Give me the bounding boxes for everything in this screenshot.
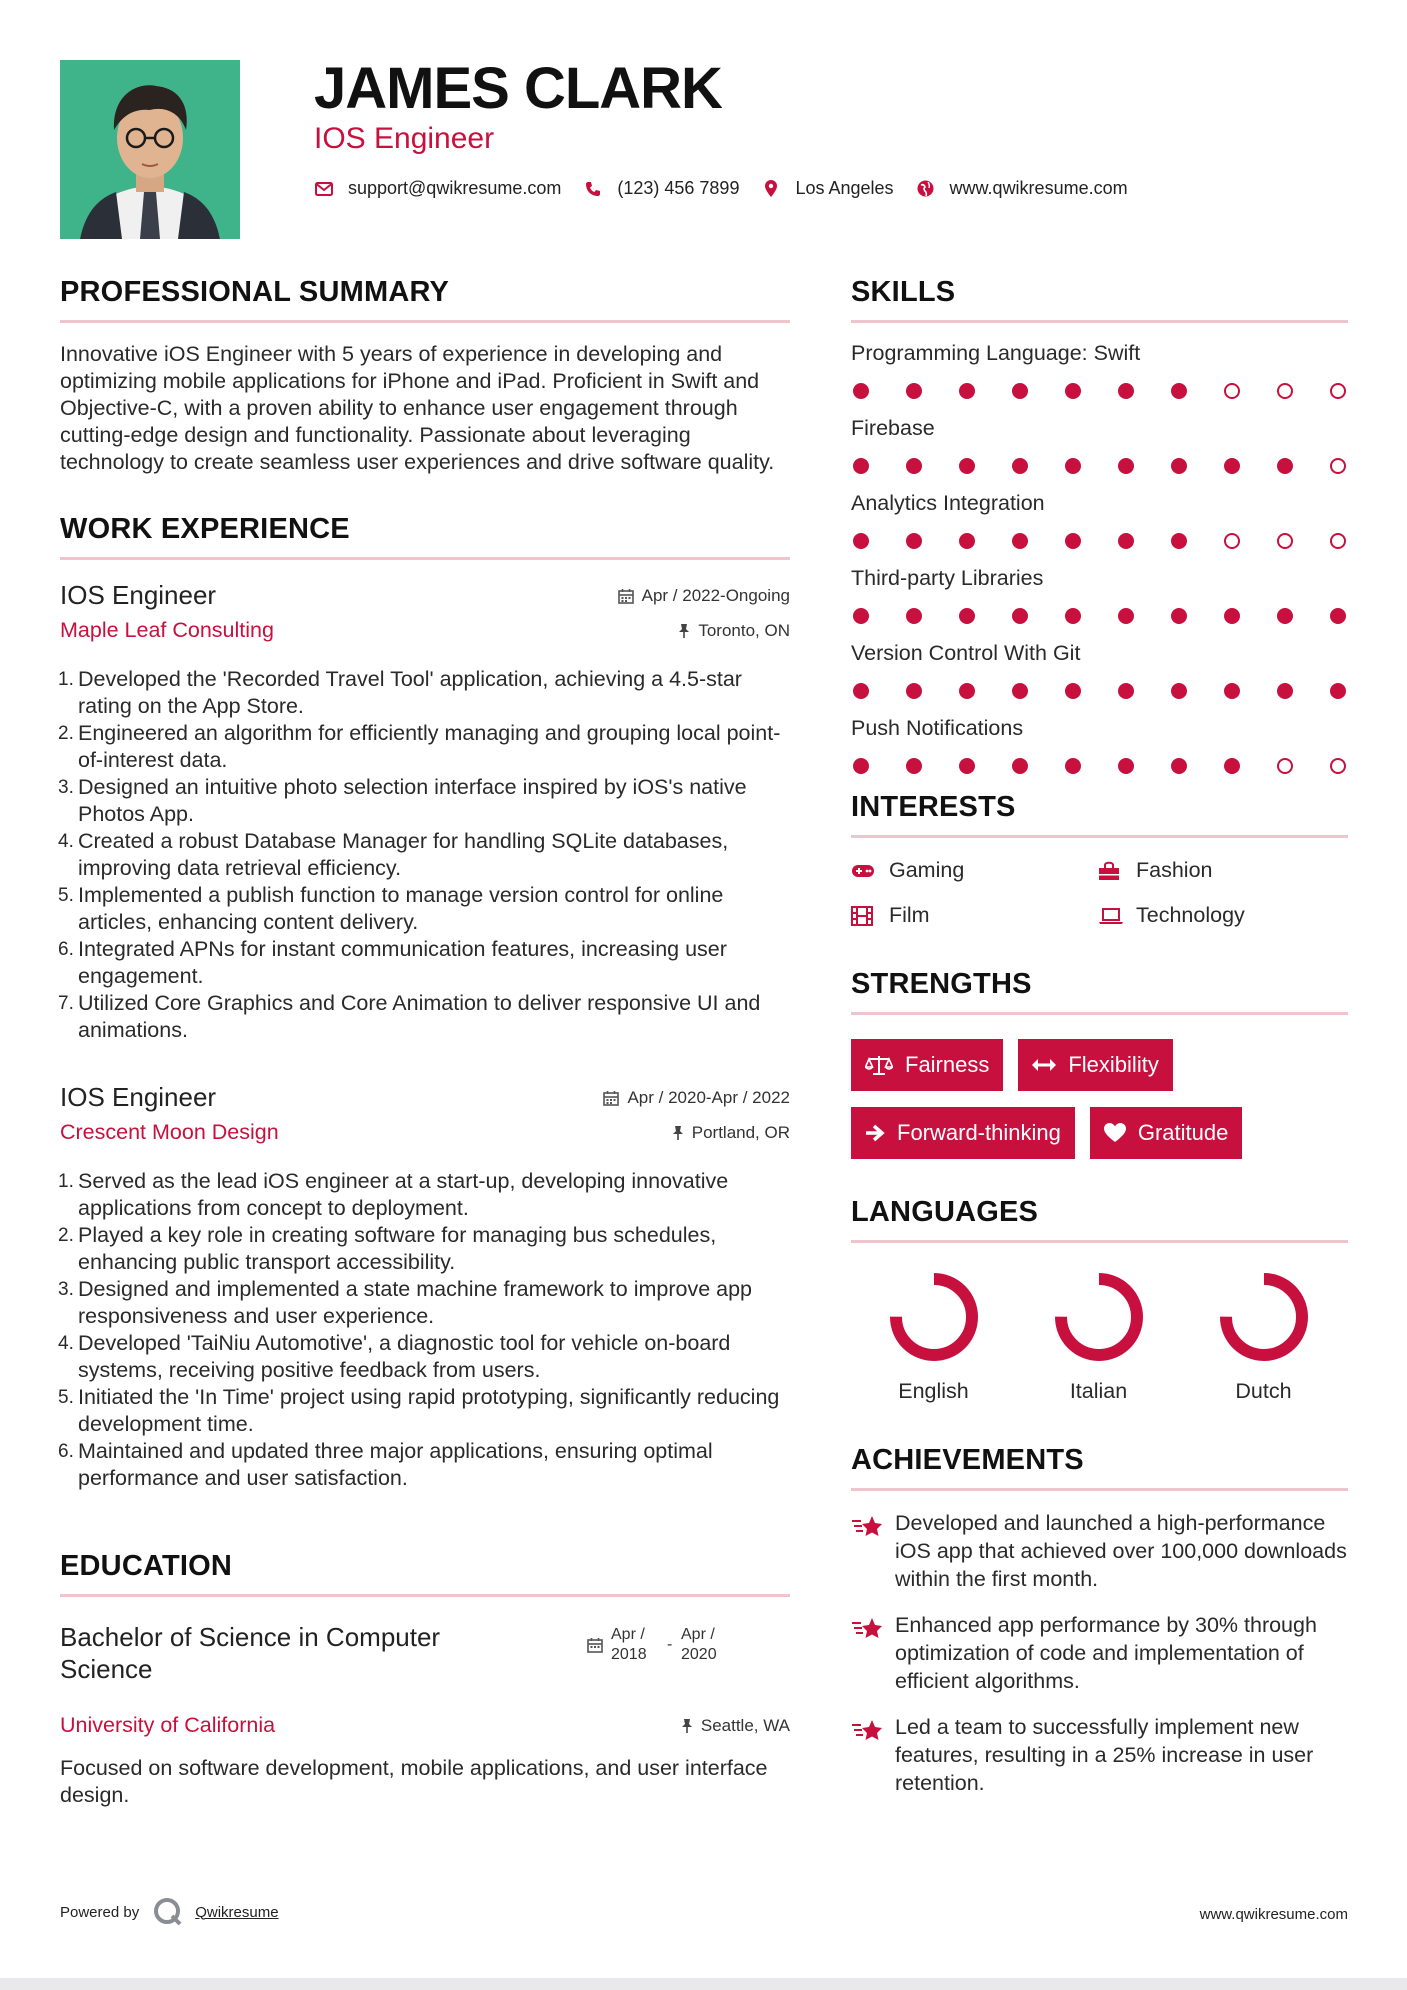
language-level-arc bbox=[1226, 1279, 1302, 1355]
skill-name: Version Control With Git bbox=[851, 641, 1081, 665]
rating-dot-filled bbox=[1012, 608, 1028, 624]
rating-dot-filled bbox=[959, 533, 975, 549]
rating-dot-filled bbox=[1171, 533, 1187, 549]
achievements-heading: ACHIEVEMENTS bbox=[851, 1444, 1084, 1476]
rating-dot-filled bbox=[853, 383, 869, 399]
language-level-ring bbox=[1051, 1269, 1147, 1365]
rating-dot-filled bbox=[1224, 758, 1240, 774]
job-title: IOS Engineer bbox=[60, 1082, 217, 1112]
achievement-item: Led a team to successfully implement new features, resulting in a 25% increase in user retention. bbox=[851, 1713, 1348, 1797]
rating-dot-filled bbox=[1012, 683, 1028, 699]
job-entry bbox=[60, 580, 790, 1044]
location-text: Los Angeles bbox=[795, 178, 894, 198]
rating-dot-filled bbox=[1277, 608, 1293, 624]
rating-dot-filled bbox=[959, 383, 975, 399]
skills-list bbox=[851, 341, 1348, 774]
education-start: Apr / 2018 bbox=[611, 1626, 647, 1663]
list-item: 2. Engineered an algorithm for efficiently managing and grouping local point-of-interest data. bbox=[58, 721, 781, 772]
rating-dot-filled bbox=[853, 758, 869, 774]
rating-dot-filled bbox=[1065, 533, 1081, 549]
heart-icon bbox=[1104, 1123, 1126, 1143]
summary-text: Innovative iOS Engineer with 5 years of experience in developing and optimizing mobile applications for iPhone and iPad. Proficient in Swift and Objective-C, with a proven ability to enhance user engagement through cutting-edge design and functionality. Passionate about leveraging technology to create seamless user experiences and drive software quality. bbox=[60, 342, 775, 474]
rating-dot-filled bbox=[1065, 758, 1081, 774]
envelope-icon bbox=[314, 179, 334, 199]
rating-dot-filled bbox=[1224, 608, 1240, 624]
education-section bbox=[60, 1550, 790, 1809]
section-divider bbox=[60, 557, 790, 560]
job-location bbox=[678, 621, 790, 641]
rating-dot-filled bbox=[853, 533, 869, 549]
rating-dot-filled bbox=[853, 608, 869, 624]
interests-heading: INTERESTS bbox=[851, 791, 1016, 823]
education-heading: EDUCATION bbox=[60, 1550, 233, 1582]
rating-dot-empty bbox=[1330, 383, 1346, 399]
rating-dot-filled bbox=[1330, 608, 1346, 624]
rating-dot-filled bbox=[1065, 458, 1081, 474]
language-item bbox=[1181, 1269, 1346, 1404]
bottom-bar bbox=[0, 1978, 1407, 1990]
globe-icon bbox=[916, 179, 936, 199]
calendar-icon bbox=[618, 588, 634, 604]
job-bullets bbox=[60, 666, 790, 1044]
strength-tag: Forward-thinking bbox=[851, 1107, 1075, 1159]
rating-dot-empty bbox=[1277, 533, 1293, 549]
shooting-star-icon bbox=[851, 1713, 895, 1797]
experience-section bbox=[60, 513, 790, 1492]
rating-dot-empty bbox=[1330, 533, 1346, 549]
candidate-name: JAMES CLARK bbox=[314, 56, 722, 121]
rating-dot-filled bbox=[1065, 383, 1081, 399]
rating-dot-filled bbox=[853, 683, 869, 699]
job-title: IOS Engineer bbox=[60, 580, 217, 610]
shooting-star-icon bbox=[851, 1611, 895, 1695]
rating-dot-filled bbox=[1171, 458, 1187, 474]
skill-rating bbox=[851, 533, 1348, 549]
rating-dot-filled bbox=[1171, 758, 1187, 774]
job-date bbox=[603, 1088, 790, 1108]
rating-dot-empty bbox=[1277, 383, 1293, 399]
education-dates: Apr / 2018 - Apr / 2020 bbox=[587, 1625, 741, 1665]
pushpin-icon bbox=[672, 1125, 684, 1141]
interests-section bbox=[851, 791, 1348, 928]
skills-heading: SKILLS bbox=[851, 276, 956, 308]
pushpin-icon bbox=[681, 1718, 693, 1734]
film-icon bbox=[851, 906, 877, 926]
strength-tag: Fairness bbox=[851, 1039, 1003, 1091]
rating-dot-filled bbox=[1012, 758, 1028, 774]
interest-item: Gaming bbox=[851, 858, 1098, 883]
gamepad-icon bbox=[851, 864, 877, 878]
achievements-list bbox=[851, 1509, 1348, 1797]
phone-icon bbox=[583, 179, 603, 199]
list-item: 4. Created a robust Database Manager for handling SQLite databases, improving data retrieval efficiency. bbox=[58, 829, 729, 880]
rating-dot-filled bbox=[1330, 683, 1346, 699]
rating-dot-empty bbox=[1277, 758, 1293, 774]
list-item: 5. Initiated the 'In Time' project using rapid prototyping, significantly reducing development time. bbox=[58, 1385, 780, 1436]
contact-location bbox=[761, 178, 893, 199]
skill-rating bbox=[851, 683, 1348, 699]
rating-dot-filled bbox=[1118, 683, 1134, 699]
rating-dot-empty bbox=[1224, 533, 1240, 549]
job-company: Maple Leaf Consulting bbox=[60, 618, 274, 642]
education-location bbox=[681, 1716, 790, 1736]
skill-name: Analytics Integration bbox=[851, 491, 1045, 515]
qwikresume-link[interactable]: Qwikresume bbox=[195, 1903, 279, 1921]
job-location-text: Toronto, ON bbox=[698, 621, 790, 640]
phone-text: (123) 456 7899 bbox=[617, 178, 740, 198]
balance-scale-icon bbox=[865, 1054, 893, 1076]
languages-section bbox=[851, 1196, 1348, 1404]
job-date-text: Apr / 2022-Ongoing bbox=[641, 586, 790, 605]
interest-item: Technology bbox=[1098, 903, 1348, 928]
education-location-text: Seattle, WA bbox=[700, 1716, 790, 1735]
rating-dot-filled bbox=[1118, 458, 1134, 474]
rating-dot-filled bbox=[1118, 533, 1134, 549]
list-item: 3. Designed an intuitive photo selection interface inspired by iOS's native Photos App. bbox=[58, 775, 747, 826]
list-item: 5. Implemented a publish function to manage version control for online articles, enhancing content delivery. bbox=[58, 883, 724, 934]
rating-dot-filled bbox=[1277, 458, 1293, 474]
skill-rating bbox=[851, 758, 1348, 774]
laptop-icon bbox=[1098, 907, 1124, 925]
contact-email[interactable] bbox=[314, 178, 561, 199]
section-divider bbox=[851, 1240, 1348, 1243]
list-item: 6. Integrated APNs for instant communication features, increasing user engagement. bbox=[58, 937, 727, 988]
website-text: www.qwikresume.com bbox=[949, 178, 1128, 198]
language-level-ring bbox=[1216, 1269, 1312, 1365]
interest-item: Film bbox=[851, 903, 1098, 928]
section-divider bbox=[851, 320, 1348, 323]
language-level-ring bbox=[886, 1269, 982, 1365]
arrow-right-icon bbox=[865, 1124, 885, 1142]
rating-dot-empty bbox=[1330, 758, 1346, 774]
languages-list bbox=[851, 1269, 1348, 1404]
education-end: Apr / 2020 bbox=[681, 1626, 717, 1663]
profile-photo bbox=[60, 60, 240, 239]
rating-dot-filled bbox=[906, 383, 922, 399]
job-date-text: Apr / 2020-Apr / 2022 bbox=[627, 1088, 790, 1107]
list-item: 1. Served as the lead iOS engineer at a start-up, developing innovative applications from concept to deployment. bbox=[58, 1169, 729, 1220]
rating-dot-filled bbox=[906, 758, 922, 774]
shooting-star-icon bbox=[851, 1509, 895, 1593]
education-header bbox=[60, 1621, 790, 1751]
skill-rating bbox=[851, 458, 1348, 474]
list-item: 4. Developed 'TaiNiu Automotive', a diagnostic tool for vehicle on-board systems, receiving positive feedback from users. bbox=[58, 1331, 731, 1382]
experience-heading: WORK EXPERIENCE bbox=[60, 513, 350, 545]
footer-site[interactable]: www.qwikresume.com bbox=[1199, 1906, 1348, 1923]
rating-dot-filled bbox=[1224, 458, 1240, 474]
rating-dot-filled bbox=[1012, 533, 1028, 549]
skill-name: Push Notifications bbox=[851, 716, 1024, 740]
job-header bbox=[60, 1082, 790, 1154]
school-name: University of California bbox=[60, 1713, 276, 1737]
strength-tag: Flexibility bbox=[1018, 1039, 1172, 1091]
rating-dot-filled bbox=[906, 458, 922, 474]
summary-heading: PROFESSIONAL SUMMARY bbox=[60, 276, 450, 308]
rating-dot-filled bbox=[1224, 683, 1240, 699]
rating-dot-filled bbox=[906, 608, 922, 624]
rating-dot-filled bbox=[959, 608, 975, 624]
skill-name: Programming Language: Swift bbox=[851, 341, 1141, 365]
job-location bbox=[672, 1123, 790, 1143]
calendar-icon bbox=[603, 1090, 619, 1106]
achievement-item: Enhanced app performance by 30% through optimization of code and implementation of efficient algorithms. bbox=[851, 1611, 1348, 1695]
language-name: English bbox=[898, 1379, 969, 1403]
skill-rating bbox=[851, 608, 1348, 624]
contact-phone[interactable] bbox=[583, 178, 739, 199]
rating-dot-filled bbox=[853, 458, 869, 474]
section-divider bbox=[60, 1594, 790, 1597]
job-company: Crescent Moon Design bbox=[60, 1120, 279, 1144]
pushpin-icon bbox=[678, 623, 690, 639]
section-divider bbox=[851, 1488, 1348, 1491]
skill-rating bbox=[851, 383, 1348, 399]
rating-dot-empty bbox=[1330, 458, 1346, 474]
rating-dot-filled bbox=[1012, 383, 1028, 399]
job-entry bbox=[60, 1082, 790, 1492]
languages-heading: LANGUAGES bbox=[851, 1196, 1039, 1228]
language-item bbox=[1016, 1269, 1181, 1404]
language-item bbox=[851, 1269, 1016, 1404]
summary-section bbox=[60, 276, 790, 476]
contact-website[interactable] bbox=[916, 178, 1128, 199]
qwikresume-logo-icon bbox=[153, 1897, 183, 1927]
right-column bbox=[851, 276, 1348, 1797]
language-name: Italian bbox=[1069, 1379, 1128, 1403]
rating-dot-filled bbox=[1171, 683, 1187, 699]
strengths-list bbox=[851, 1039, 1348, 1159]
list-item: 3. Designed and implemented a state machine framework to improve app responsiveness and user experience. bbox=[58, 1277, 753, 1328]
rating-dot-filled bbox=[1277, 683, 1293, 699]
skill-name: Firebase bbox=[851, 416, 935, 440]
rating-dot-filled bbox=[1012, 458, 1028, 474]
left-column bbox=[60, 276, 790, 1809]
rating-dot-filled bbox=[959, 758, 975, 774]
language-level-arc bbox=[896, 1279, 972, 1355]
job-date bbox=[618, 586, 790, 606]
rating-dot-filled bbox=[906, 683, 922, 699]
rating-dot-filled bbox=[906, 533, 922, 549]
list-item: 7. Utilized Core Graphics and Core Animation to deliver responsive UI and animations. bbox=[58, 991, 761, 1042]
candidate-role: IOS Engineer bbox=[314, 122, 495, 155]
map-pin-icon bbox=[761, 179, 781, 199]
rating-dot-filled bbox=[1171, 383, 1187, 399]
education-description: Focused on software development, mobile applications, and user interface design. bbox=[60, 1756, 768, 1807]
shopping-bag-icon bbox=[1098, 861, 1124, 881]
rating-dot-filled bbox=[1118, 383, 1134, 399]
rating-dot-filled bbox=[959, 458, 975, 474]
job-location-text: Portland, OR bbox=[691, 1123, 790, 1142]
language-name: Dutch bbox=[1235, 1379, 1292, 1403]
rating-dot-filled bbox=[959, 683, 975, 699]
arrows-horizontal-icon bbox=[1032, 1058, 1056, 1072]
skills-section bbox=[851, 276, 1348, 774]
list-item: 1. Developed the 'Recorded Travel Tool' application, achieving a 4.5-star rating on the App Store. bbox=[58, 667, 742, 718]
rating-dot-filled bbox=[1065, 608, 1081, 624]
interests-list bbox=[851, 858, 1348, 928]
achievements-section bbox=[851, 1444, 1348, 1797]
strengths-section bbox=[851, 968, 1348, 1159]
list-item: 6. Maintained and updated three major applications, ensuring optimal performance and user satisfaction. bbox=[58, 1439, 713, 1490]
footer-powered-by: Powered by Qwikresume bbox=[60, 1897, 279, 1927]
rating-dot-filled bbox=[1118, 758, 1134, 774]
job-bullets bbox=[60, 1168, 790, 1492]
job-header bbox=[60, 580, 790, 652]
section-divider bbox=[60, 320, 790, 323]
email-text: support@qwikresume.com bbox=[348, 178, 562, 198]
rating-dot-filled bbox=[1118, 608, 1134, 624]
achievement-item: Developed and launched a high-performance iOS app that achieved over 100,000 downloads within the first month. bbox=[851, 1509, 1348, 1593]
section-divider bbox=[851, 1012, 1348, 1015]
strengths-heading: STRENGTHS bbox=[851, 968, 1032, 1000]
interest-item: Fashion bbox=[1098, 858, 1348, 883]
language-level-arc bbox=[1061, 1279, 1137, 1355]
strength-tag: Gratitude bbox=[1090, 1107, 1243, 1159]
contact-bar bbox=[314, 178, 1150, 199]
rating-dot-empty bbox=[1224, 383, 1240, 399]
calendar-icon bbox=[587, 1637, 603, 1653]
skill-name: Third-party Libraries bbox=[851, 566, 1044, 590]
section-divider bbox=[851, 835, 1348, 838]
rating-dot-filled bbox=[1171, 608, 1187, 624]
degree-title: Bachelor of Science in Computer Science bbox=[60, 1622, 441, 1684]
list-item: 2. Played a key role in creating software for managing bus schedules, enhancing public transport accessibility. bbox=[58, 1223, 717, 1274]
rating-dot-filled bbox=[1065, 683, 1081, 699]
